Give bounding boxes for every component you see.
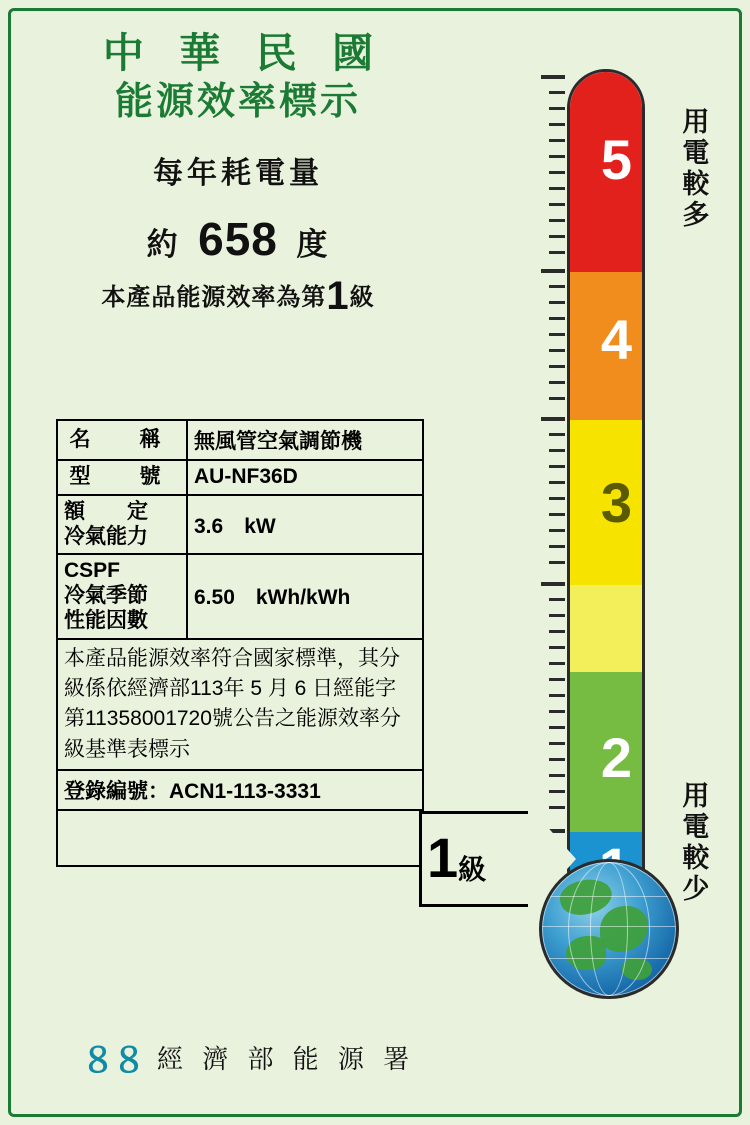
grade-sentence xyxy=(33,274,443,319)
grade-badge-number: 1 xyxy=(427,826,459,889)
grade-sentence-suffix: 級 xyxy=(349,283,375,311)
band-level-4 xyxy=(570,272,642,420)
title-line-1: 中 華 民 國 xyxy=(102,30,386,76)
row-key-cspf-line1: CSPF xyxy=(64,559,121,583)
energy-bureau-logo-icon: ８８ xyxy=(81,1042,143,1080)
energy-label-card xyxy=(8,8,742,1117)
thermometer-ticks xyxy=(541,69,565,909)
table-row xyxy=(57,639,423,771)
row-key-cspf-line2: 冷氣季節 xyxy=(64,584,148,608)
table-row xyxy=(57,460,423,495)
standard-note: 本產品能源效率符合國家標準，其分級係依經濟部113年 5 月 6 日經能字第11358001720號公告之能源效率分級基準表標示 xyxy=(57,639,423,771)
grade-badge-text xyxy=(427,825,486,890)
row-key-rated-capacity-line2: 冷氣能力 xyxy=(64,524,148,548)
band-level-2 xyxy=(570,672,642,832)
agency-name: 經 濟 部 能 源 署 xyxy=(157,1044,416,1074)
row-key-rated-capacity-line1: 額 定 xyxy=(64,499,148,523)
row-key-cspf-line3: 性能因數 xyxy=(64,608,148,632)
row-value-rated-capacity: 3.6 kW xyxy=(187,495,423,555)
table-row xyxy=(57,495,423,555)
band-label-3: 3 xyxy=(600,471,632,534)
row-key-cspf xyxy=(57,554,187,638)
grade-badge-suffix: 級 xyxy=(458,854,487,885)
annual-consumption-label: 每年耗電量 xyxy=(153,156,323,190)
registration-value: ACN1-113-3331 xyxy=(169,780,321,804)
row-key-model: 型 號 xyxy=(57,460,187,495)
footer xyxy=(81,1033,415,1082)
title-line-2: 能源效率標示 xyxy=(114,81,361,124)
band-level-5 xyxy=(570,72,642,272)
specification-table xyxy=(56,419,424,867)
efficiency-thermometer xyxy=(567,69,645,909)
grade-sentence-grade: 1 xyxy=(326,273,350,318)
band-level-3 xyxy=(570,420,642,585)
row-key-name: 名 稱 xyxy=(57,420,187,460)
approx-label: 約 xyxy=(146,226,180,262)
row-value-name: 無風管空氣調節機 xyxy=(187,420,423,460)
annual-consumption-value-row xyxy=(33,212,443,266)
registration-row xyxy=(57,770,423,810)
band-label-4: 4 xyxy=(600,308,632,371)
low-consumption-label: 用電較少 xyxy=(678,781,709,905)
grade-badge xyxy=(419,811,579,907)
row-value-cspf: 6.50 kWh/kWh xyxy=(187,554,423,638)
row-key-rated-capacity xyxy=(57,495,187,555)
band-label-5: 5 xyxy=(600,128,632,191)
table-row xyxy=(57,810,423,866)
grade-sentence-prefix: 本產品能源效率為第 xyxy=(101,283,327,311)
blank-row xyxy=(57,810,423,866)
table-row xyxy=(57,554,423,638)
thermometer-tube xyxy=(567,69,645,909)
row-value-model: AU-NF36D xyxy=(187,460,423,495)
band-label-2: 2 xyxy=(600,726,632,789)
consumption-value: 658 xyxy=(198,212,278,265)
table-row xyxy=(57,420,423,460)
registration-label: 登錄編號： xyxy=(64,780,169,804)
table-row xyxy=(57,770,423,810)
high-consumption-label: 用電較多 xyxy=(678,107,709,231)
arrow-head-icon xyxy=(528,805,576,913)
label-header xyxy=(33,29,443,319)
consumption-unit: 度 xyxy=(296,226,330,262)
